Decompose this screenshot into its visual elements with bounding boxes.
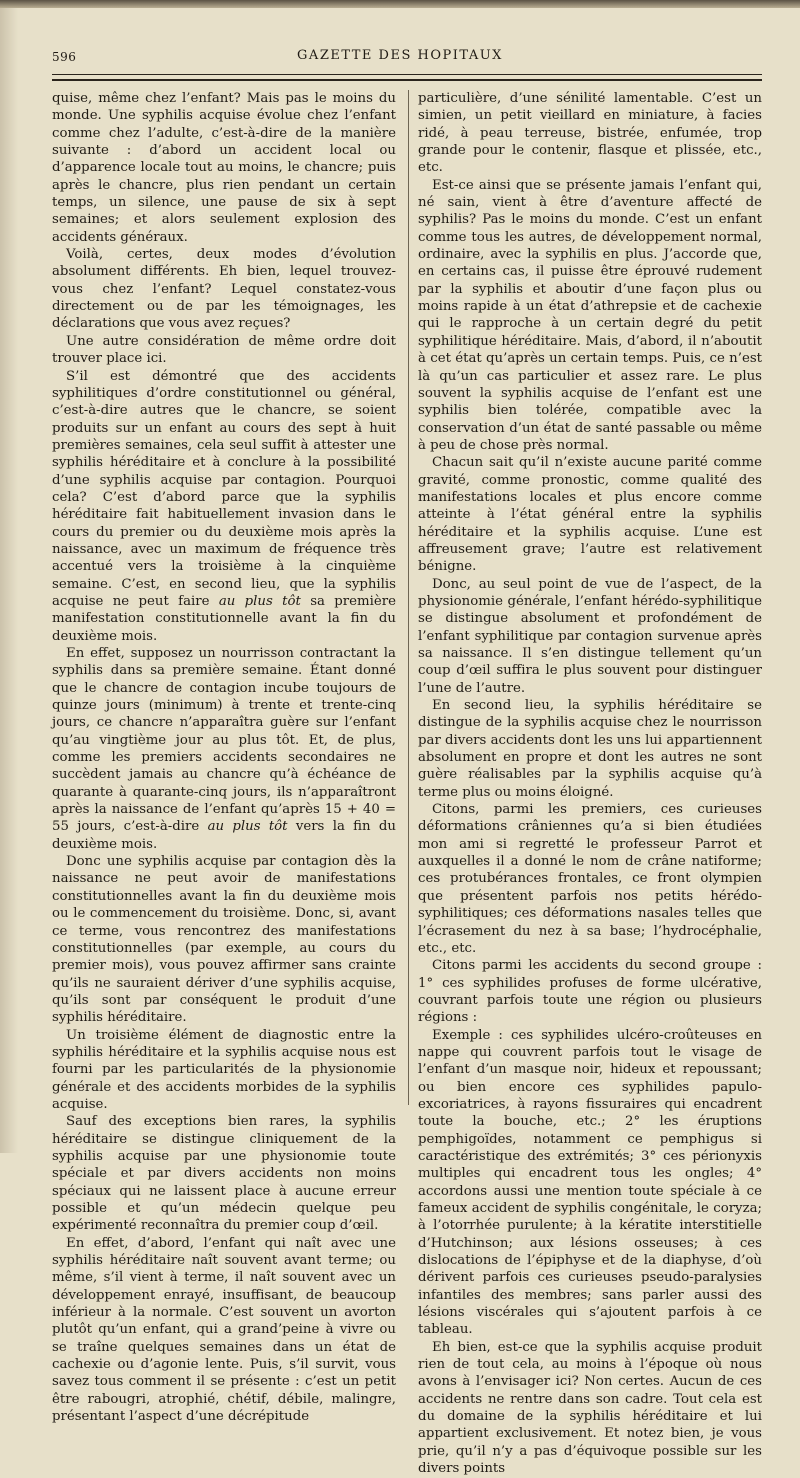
paragraph-text: Donc une syphilis acquise par contagion dès la naissance ne peut avoir de manifestations constitutionnelles avant la fin du deuxième mois ou le commencement du troisième. Donc, si, avant ce terme, vous rencontrez des manifestations constitutionnelles (par exemple, au cours du premier mois), vous pouvez affirmer sans crainte qu’ils ne sauraient dériver d’une syphilis acquise, qu’ils sont par conséquent le produit d’une syphilis héréditaire. [52, 854, 396, 1026]
italic-phrase: au plus tôt [207, 819, 288, 835]
paragraph [52, 1027, 396, 1114]
running-title: GAZETTE DES HOPITAUX [297, 48, 503, 63]
paragraph-text: Chacun sait qu’il n’existe aucune parité comme gravité, comme pronostic, comme qualité des manifestations locales et plus encore comme atteinte à l’état général entre la syphilis héréditaire et la syphilis acquise. L’une est affreusement grave; l’autre est relativement bénigne. [418, 455, 762, 575]
header-rule-thin [52, 74, 762, 75]
paragraph-text: Citons parmi les accidents du second groupe : 1° ces syphilides profuses de forme ulcérative, couvrant parfois toute une région ou plusieurs régions : [418, 958, 762, 1026]
paragraph [52, 368, 396, 646]
paragraph-text: Une autre considération de même ordre doit trouver place ici. [52, 333, 396, 367]
paragraph-text: Voilà, certes, deux modes d’évolution absolument différents. Eh bien, lequel trouvez-vous chez l’enfant? Lequel constatez-vous directement ou de par les témoignages, les déclarations que vous avez reçues? [52, 247, 396, 332]
paragraph-text: En effet, d’abord, l’enfant qui naît avec une syphilis héréditaire naît souvent avant terme; ou même, s’il vient à terme, il naît souvent avec un développement enrayé, insuffisant, de beaucoup inférieur à la normale. C’est souvent un avorton plutôt qu’un enfant, qui a grand’peine à vivre ou se traîne quelques semaines dans un état de cachexie ou d’agonie lente. Puis, s’il survit, vous savez tous comment il se présente : c’est un petit être rabougri, atrophié, chétif, débile, malingre, présentant l’aspect d’une décrépitude [52, 1235, 396, 1425]
italic-phrase: au plus tôt [218, 593, 301, 609]
paragraph [52, 645, 396, 853]
paragraph [418, 957, 762, 1026]
column-divider [408, 90, 409, 1105]
paragraph-text: sa première manifestation constitutionnelle avant la fin du deuxième mois. [52, 593, 396, 644]
paragraph-text: Citons, parmi les premiers, ces curieuses déformations crâniennes qu’a si bien étudiées mon ami si regretté le professeur Parrot et auxquelles il a donné le nom de crâne natiforme; ces protubérances frontales, ce front olympien que présentent parfois nos petits hérédo-syphilitiques; ces déformations nasales telles que l’écrasement du nez à sa base; l’hydrocéphalie, etc., etc. [418, 802, 762, 956]
left-text-column [52, 90, 396, 1425]
paragraph-text: vers la fin du deuxième mois. [52, 819, 396, 852]
paragraph [52, 1235, 396, 1426]
paragraph-text: quise, même chez l’enfant? Mais pas le moins du monde. Une syphilis acquise évolue chez l’enfant comme chez l’adulte, c’est-à-dire de la manière suivante : d’abord un accident local ou d’apparence locale tout au moins, le chancre; puis après le chancre, plus rien pendant un certain temps, un silence, une pause de six à sept semaines; et alors seulement explosion des accidents généraux. [52, 91, 396, 245]
paragraph [418, 697, 762, 801]
paragraph [418, 576, 762, 697]
paragraph [52, 333, 396, 368]
paragraph-text: Sauf des exceptions bien rares, la syphilis héréditaire se distingue cliniquement de la syphilis acquise par une physionomie toute spéciale et par divers accidents non moins spéciaux qui ne laissent place à aucune erreur possible et qu’un médecin quelque peu expérimenté reconnaîtra du premier coup d’œil. [52, 1114, 396, 1234]
paragraph [418, 1027, 762, 1339]
paragraph-text: En second lieu, la syphilis héréditaire se distingue de la syphilis acquise chez le nourrisson par divers accidents dont les uns lui appartiennent absolument en propre et dont les autres ne sont guère réalisables par la syphilis acquise qu’à terme plus ou moins éloigné. [418, 698, 762, 800]
paragraph [418, 454, 762, 575]
paragraph-text: En effet, supposez un nourrisson contractant la syphilis dans sa première semaine. Étant donné que le chancre de contagion incube toujours de quinze jours (minimum) à trente et trente-cinq jours, ce chancre n’apparaîtra guère sur l’enfant qu’au vingtième jour au plus tôt. Et, de plus, comme les premiers accidents secondaires ne succèdent jamais au chancre qu’à échéance de quarante à quarante-cinq jours, ils n’apparaîtront après la naissance de l’enfant qu’après 15 + 40 = 55 jours, c’est-à-dire [52, 646, 396, 835]
paragraph-text: Est-ce ainsi que se présente jamais l’enfant qui, né sain, vient à être d’aventure affecté de syphilis? Pas le moins du monde. C’est un enfant comme tous les autres, de développement normal, ordinaire, avec la syphilis en plus. J’accorde que, en certains cas, il puisse être éprouvé rudement par la syphilis et aboutir d’une façon plus ou moins rapide à un état d’athrepsie et de cachexie qui le rapproche à un certain degré du petit syphilitique héréditaire. Mais, d’abord, il n’aboutit à cet état qu’après un certain temps. Puis, ce n’est là qu’un cas particulier et assez rare. Le plus souvent la syphilis acquise de l’enfant est une syphilis bien tolérée, compatible avec la conservation d’un état de santé passable ou même à peu de chose près normal. [418, 177, 762, 453]
paragraph-text: Donc, au seul point de vue de l’aspect, de la physionomie générale, l’enfant hérédo-syphilitique se distingue absolument et profondément de l’enfant syphilitique par contagion survenue après sa naissance. Il s’en distingue tellement qu’un coup d’œil suffira le plus souvent pour distinguer l’une de l’autre. [418, 576, 762, 696]
page-number: 596 [52, 50, 77, 64]
paragraph [418, 1339, 762, 1478]
paragraph-text: S’il est démontré que des accidents syphilitiques d’ordre constitutionnel ou général, c’est-à-dire autres que le chancre, se soient produits sur un enfant au cours des sept à huit premières semaines, cela seul suffit à attester une syphilis héréditaire et à conclure à la possibilité d’une syphilis acquise par contagion. Pourquoi cela? C’est d’abord parce que la syphilis héréditaire fait habituellement invasion dans le cours du premier ou du deuxième mois après la naissance, avec un maximum de fréquence très accentué vers la troisième à la cinquième semaine. C’est, en second lieu, que la syphilis acquise ne peut faire [52, 368, 396, 609]
header-rule-thick [52, 79, 762, 81]
paragraph [418, 177, 762, 455]
paragraph [52, 853, 396, 1026]
right-text-column [418, 90, 762, 1478]
paragraph [52, 1113, 396, 1234]
paragraph [418, 801, 762, 957]
paragraph-text: particulière, d’une sénilité lamentable. C’est un simien, un petit vieillard en miniature, à facies ridé, à peau terreuse, bistrée, enfumée, trop grande pour le contenir, flasque et plissée, etc., etc. [418, 91, 762, 176]
paragraph-text: Un troisième élément de diagnostic entre la syphilis héréditaire et la syphilis acquise nous est fourni par les particularités de la physionomie générale et des accidents morbides de la syphilis acquise. [52, 1027, 396, 1112]
paragraph [418, 90, 762, 177]
paragraph [52, 246, 396, 333]
paragraph-text: Eh bien, est-ce que la syphilis acquise produit rien de tout cela, au moins à l’époque où nous avons à l’envisager ici? Non certes. Aucun de ces accidents ne rentre dans son cadre. Tout cela est du domaine de la syphilis héréditaire et lui appartient exclusivement. Et notez bien, je vous prie, qu’il n’y a pas d’équivoque possible sur les divers points [418, 1339, 762, 1477]
paragraph-text: Exemple : ces syphilides ulcéro-croûteuses en nappe qui couvrent parfois tout le visage de l’enfant d’un masque noir, hideux et repoussant; ou bien encore ces syphilides papulo-excoriatrices, à rayons fissuraires qui encadrent toute la bouche, etc.; 2° les éruptions pemphigoïdes, notamment ce pemphigus si caractéristique des extrémités; 3° ces périonyxis multiples qui encadrent tous les ongles; 4° accordons aussi une mention toute spéciale à ce fameux accident de syphilis congénitale, le coryza; à l’otorrhée purulente; à la kératite interstitielle d’Hutchinson; aux lésions osseuses; à ces dislocations de l’épiphyse et de la diaphyse, d’où dérivent parfois ces curieuses pseudo-paralysies infantiles des membres; sans parler aussi des lésions viscérales qui s’ajoutent parfois à ce tableau. [418, 1027, 762, 1338]
paragraph [52, 90, 396, 246]
